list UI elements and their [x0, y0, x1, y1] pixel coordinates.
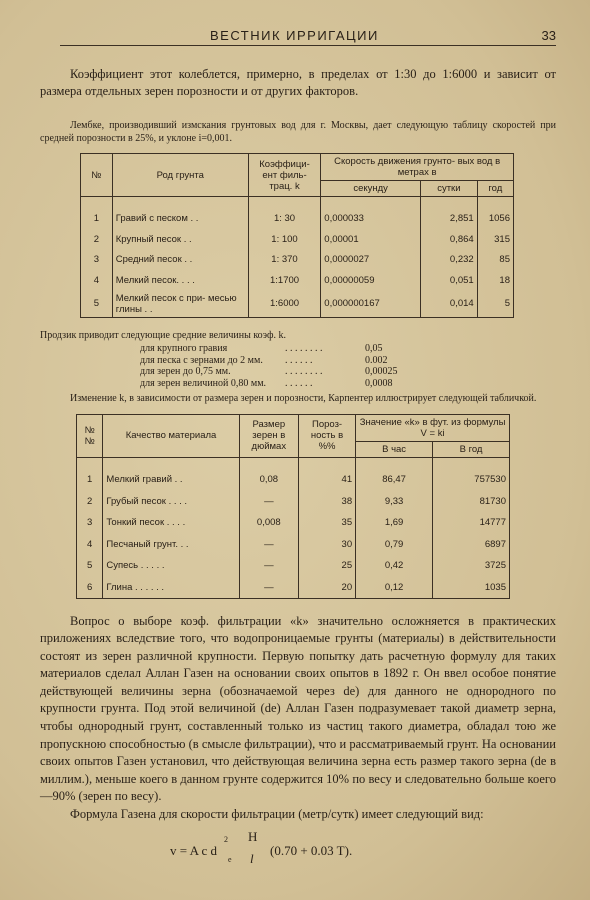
- col-sec: секунду: [321, 181, 421, 197]
- row-year: 18: [477, 270, 513, 291]
- row-size: 0,008: [239, 512, 298, 534]
- col-day: сутки: [421, 181, 478, 197]
- row-k: 1: 370: [248, 250, 321, 271]
- prodzik-intro: Продзик приводит следующие средние величины коэф. k.: [40, 329, 287, 341]
- table-row: [77, 555, 510, 577]
- coef-dots: . . . . . . . .: [285, 343, 323, 354]
- row-porosity: 20: [298, 577, 355, 599]
- row-size: 0,08: [239, 469, 298, 491]
- table-row: [81, 291, 514, 318]
- row-sec: 0,000000167: [321, 291, 421, 318]
- col-year: год: [477, 181, 513, 197]
- row-k: 1:1700: [248, 270, 321, 291]
- formula-tail: (0.70 + 0.03 T).: [270, 843, 353, 859]
- coef-dots: . . . . . .: [285, 354, 313, 366]
- row-day: 0,051: [421, 270, 478, 291]
- row-num: 6: [77, 577, 103, 599]
- row-num: 4: [81, 270, 113, 291]
- row-day: 0,232: [421, 250, 478, 271]
- row-year: 6897: [433, 534, 510, 556]
- list-item: [40, 366, 556, 378]
- col-coef: Коэффици- ент филь- трац. k: [248, 154, 321, 197]
- coef-label: для зерен величиной 0,80 мм.: [140, 377, 267, 389]
- paragraph-coefficient-range: Коэффициент этот колеблется, примерно, в пределах от 1:30 до 1:6000 и зависит от размера отдельных зерен порозности и от других факторов.: [40, 67, 556, 98]
- row-num: 2: [81, 229, 113, 250]
- row-material: Мелкий гравий . .: [103, 469, 239, 491]
- col-size: Размер зерен в дюймах: [239, 414, 298, 457]
- row-year: 3725: [433, 555, 510, 577]
- row-porosity: 35: [298, 512, 355, 534]
- table-row: [81, 229, 514, 250]
- col-soil: Род грунта: [112, 154, 248, 197]
- row-k: 1: 100: [248, 229, 321, 250]
- row-k: 1: 30: [248, 209, 321, 230]
- table-row: [81, 270, 514, 291]
- row-year: 1035: [433, 577, 510, 599]
- row-material: Глина . . . . . .: [103, 577, 239, 599]
- list-item: [40, 378, 556, 390]
- row-year: 81730: [433, 491, 510, 513]
- lembke-table: [80, 153, 514, 318]
- row-num: 1: [81, 209, 113, 230]
- journal-title: ВЕСТНИК ИРРИГАЦИИ: [210, 28, 379, 43]
- row-sec: 0,00000059: [321, 270, 421, 291]
- row-hour: 0,12: [356, 577, 433, 599]
- formula-denominator: l: [250, 851, 254, 867]
- table-row: [81, 250, 514, 271]
- col-year: В год: [433, 441, 510, 457]
- row-hour: 0,79: [356, 534, 433, 556]
- row-porosity: 41: [298, 469, 355, 491]
- row-year: 315: [477, 229, 513, 250]
- page-number: 33: [541, 28, 556, 43]
- row-num: 5: [81, 291, 113, 318]
- formula-main: v = A c d: [170, 843, 218, 859]
- col-hour: В час: [356, 441, 433, 457]
- row-material: Песчаный грунт. . .: [103, 534, 239, 556]
- formula-exponent: 2: [224, 835, 228, 845]
- row-num: 3: [77, 512, 103, 534]
- row-size: —: [239, 555, 298, 577]
- coef-value: 0,00025: [365, 366, 398, 377]
- row-hour: 1,69: [356, 512, 433, 534]
- table-row: [81, 209, 514, 230]
- row-sec: 0,00001: [321, 229, 421, 250]
- running-header: [60, 24, 556, 46]
- table-row: [77, 491, 510, 513]
- row-k: 1:6000: [248, 291, 321, 318]
- row-soil: Мелкий песок. . . .: [112, 270, 248, 291]
- paragraph-hazen: Вопрос о выборе коэф. фильтрации «k» значительно осложняется в практических приложениях вследствие того, что водопроницаемые грунты (материалы) в действительности состоят из зерен различной крупности. Первую попытку дать расчетную формулу для таких материалов сделал Аллан Газен на основании своих опытов в 1892 г. Он ввел особое понятие действующей величины зерна (обозначаемой через dе) для данного не однородного по крупности грунта. Под этой величиной (dе) Аллан Газен подразумевает такой диаметр зерна, чтобы однородный грунт, составленный только из частиц такого диаметра, обладал тою же пропускною способностью (в смысле фильтрации), что и рассматриваемый грунт. На основании своих опытов Газен установил, что действующая величина зерна есть размер такого зерна (dе в миллим.), меньше коего в данном грунте содержится 10% по весу и следовательно больше коего—90% (зерен по весу).: [40, 613, 556, 804]
- coef-value: 0,05: [365, 343, 383, 354]
- col-speed: Скорость движения грунто- вых вод в метрах в: [321, 154, 514, 181]
- table-row: [77, 469, 510, 491]
- table-row: [77, 534, 510, 556]
- row-material: Супесь . . . . .: [103, 555, 239, 577]
- coef-value: 0.002: [365, 354, 388, 366]
- col-porosity: Пороз- ность в %%: [298, 414, 355, 457]
- row-soil: Мелкий песок с при- месью глины . .: [112, 291, 248, 318]
- row-sec: 0,000033: [321, 209, 421, 230]
- row-day: 2,851: [421, 209, 478, 230]
- row-year: 85: [477, 250, 513, 271]
- prodzik-list: [40, 343, 556, 389]
- lembke-intro: Лембке, производивший измскания грунтовых вод для г. Москвы, дает следующую таблицу скоростей при средней порозности в 25%, и уклоне i=0,001.: [40, 120, 556, 144]
- list-item: [40, 343, 556, 355]
- table-row: [77, 577, 510, 599]
- coef-label: для песка с зернами до 2 мм.: [140, 354, 263, 366]
- formula-numerator: H: [248, 829, 258, 845]
- coef-value: 0,0008: [365, 377, 393, 389]
- row-size: —: [239, 534, 298, 556]
- row-porosity: 38: [298, 491, 355, 513]
- row-porosity: 30: [298, 534, 355, 556]
- row-material: Тонкий песок . . . .: [103, 512, 239, 534]
- coef-label: для зерен до 0,75 мм.: [140, 366, 231, 377]
- row-year: 757530: [433, 469, 510, 491]
- coef-dots: . . . . . .: [285, 377, 313, 389]
- row-soil: Гравий с песком . .: [112, 209, 248, 230]
- row-hour: 9,33: [356, 491, 433, 513]
- formula-subscript: е: [228, 855, 232, 865]
- row-year: 5: [477, 291, 513, 318]
- row-size: —: [239, 577, 298, 599]
- hazen-formula: [170, 829, 556, 865]
- row-soil: Крупный песок . .: [112, 229, 248, 250]
- row-num: 4: [77, 534, 103, 556]
- paragraph-formula-intro: Формула Газена для скорости фильтрации (метр/сутк) имеет следующий вид:: [70, 807, 484, 822]
- list-item: [40, 355, 556, 367]
- row-num: 5: [77, 555, 103, 577]
- col-material: Качество материала: [103, 414, 239, 457]
- table-row: [77, 512, 510, 534]
- row-day: 0,014: [421, 291, 478, 318]
- row-year: 1056: [477, 209, 513, 230]
- row-year: 14777: [433, 512, 510, 534]
- row-num: 3: [81, 250, 113, 271]
- carpenter-table: [76, 414, 510, 599]
- coef-label: для крупного гравия: [140, 343, 228, 354]
- col-value: Значение «k» в фут. из формулы V = ki: [356, 414, 510, 441]
- row-hour: 86,47: [356, 469, 433, 491]
- row-hour: 0,42: [356, 555, 433, 577]
- row-sec: 0,0000027: [321, 250, 421, 271]
- row-porosity: 25: [298, 555, 355, 577]
- coef-dots: . . . . . . . .: [285, 366, 323, 377]
- carpenter-intro: Изменение k, в зависимости от размера зерен и порозности, Карпентер иллюстрирует следующей табличкой.: [70, 393, 537, 404]
- row-num: 1: [77, 469, 103, 491]
- row-soil: Средний песок . .: [112, 250, 248, 271]
- row-num: 2: [77, 491, 103, 513]
- col-num: №: [81, 154, 113, 197]
- row-material: Грубый песок . . . .: [103, 491, 239, 513]
- row-day: 0,864: [421, 229, 478, 250]
- col-num: № №: [77, 414, 103, 457]
- row-size: —: [239, 491, 298, 513]
